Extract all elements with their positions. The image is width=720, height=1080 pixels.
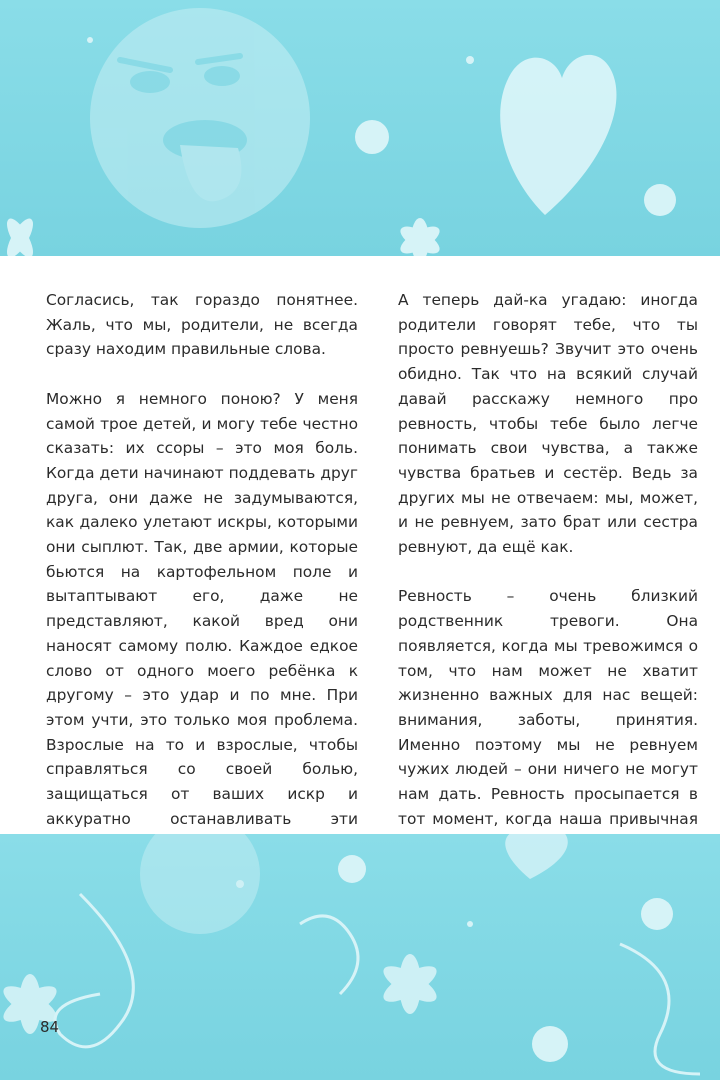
paragraph: Ревность – очень близкий родственник тревоги. Она появляется, когда мы тревожимся о том, что нам может не хватит жизненно важных для нас вещей: внимания, заботы, принятия. Именно поэтому мы не ревнуем чужих людей – они ничего не могут нам дать. Ревность просыпается в тот момент, когда наша привычная: [398, 587, 698, 828]
flower-icon: [396, 218, 443, 256]
flower-icon: [2, 215, 38, 256]
paragraph: Можно я немного поною? У меня самой трое детей, и могу тебе честно сказать: их ссоры – это моя боль. Когда дети начинают поддевать друг друга, они даже не задумываются, как далеко улетают искры, которыми они сыплют. Так, две армии, которые бьются на картофельном поле и вытаптывают его, даже не представляют, какой вред они наносят самому полю. Каждое едкое слово от одного моего ребёнка к другому – это удар и по мне. При этом учти, это только моя проблема. Взрослые на то и взрослые, чтобы справляться со своей болью, защищаться от ваших искр и аккуратно останавливать эти: [46, 389, 358, 828]
right-text-column: [398, 288, 698, 881]
top-doodles: [0, 0, 720, 256]
left-text-column: [46, 288, 358, 881]
dot-icon: [87, 37, 93, 43]
flower-icon: [379, 954, 442, 1014]
swirl-icon: [300, 916, 358, 994]
swirl-icon: [55, 894, 133, 1047]
swirl-icon: [620, 944, 700, 1074]
dot-icon: [466, 56, 474, 64]
page-number: 84: [40, 1018, 60, 1036]
paragraph: Согласись, так гораздо понятнее. Жаль, что мы, родители, не всегда сразу находим правильные слова.: [46, 291, 358, 359]
dot-icon: [532, 1026, 568, 1062]
dot-icon: [338, 855, 366, 883]
bottom-doodles: [0, 834, 720, 1080]
dot-icon: [355, 120, 389, 154]
top-illustration-band: [0, 0, 720, 256]
paragraph: А теперь дай-ка угадаю: иногда родители говорят тебе, что ты просто ревнуешь? Звучит это очень обидно. Так что на всякий случай давай расскажу немного про ревность, чтобы тебе было легче понимать свои чувства, а также чувства братьев и сестёр. Ведь за других мы не отвечаем: мы, может, и не ревнуем, зато брат или сестра ревнуют, да ещё как.: [398, 291, 698, 557]
heart-icon: [505, 834, 568, 879]
heart-icon: [500, 55, 616, 215]
grumpy-face-icon: [90, 8, 310, 228]
dot-icon: [641, 898, 673, 930]
smiley-face-icon: [140, 834, 260, 934]
bottom-illustration-band: [0, 834, 720, 1080]
dot-icon: [644, 184, 676, 216]
dot-icon: [467, 921, 473, 927]
